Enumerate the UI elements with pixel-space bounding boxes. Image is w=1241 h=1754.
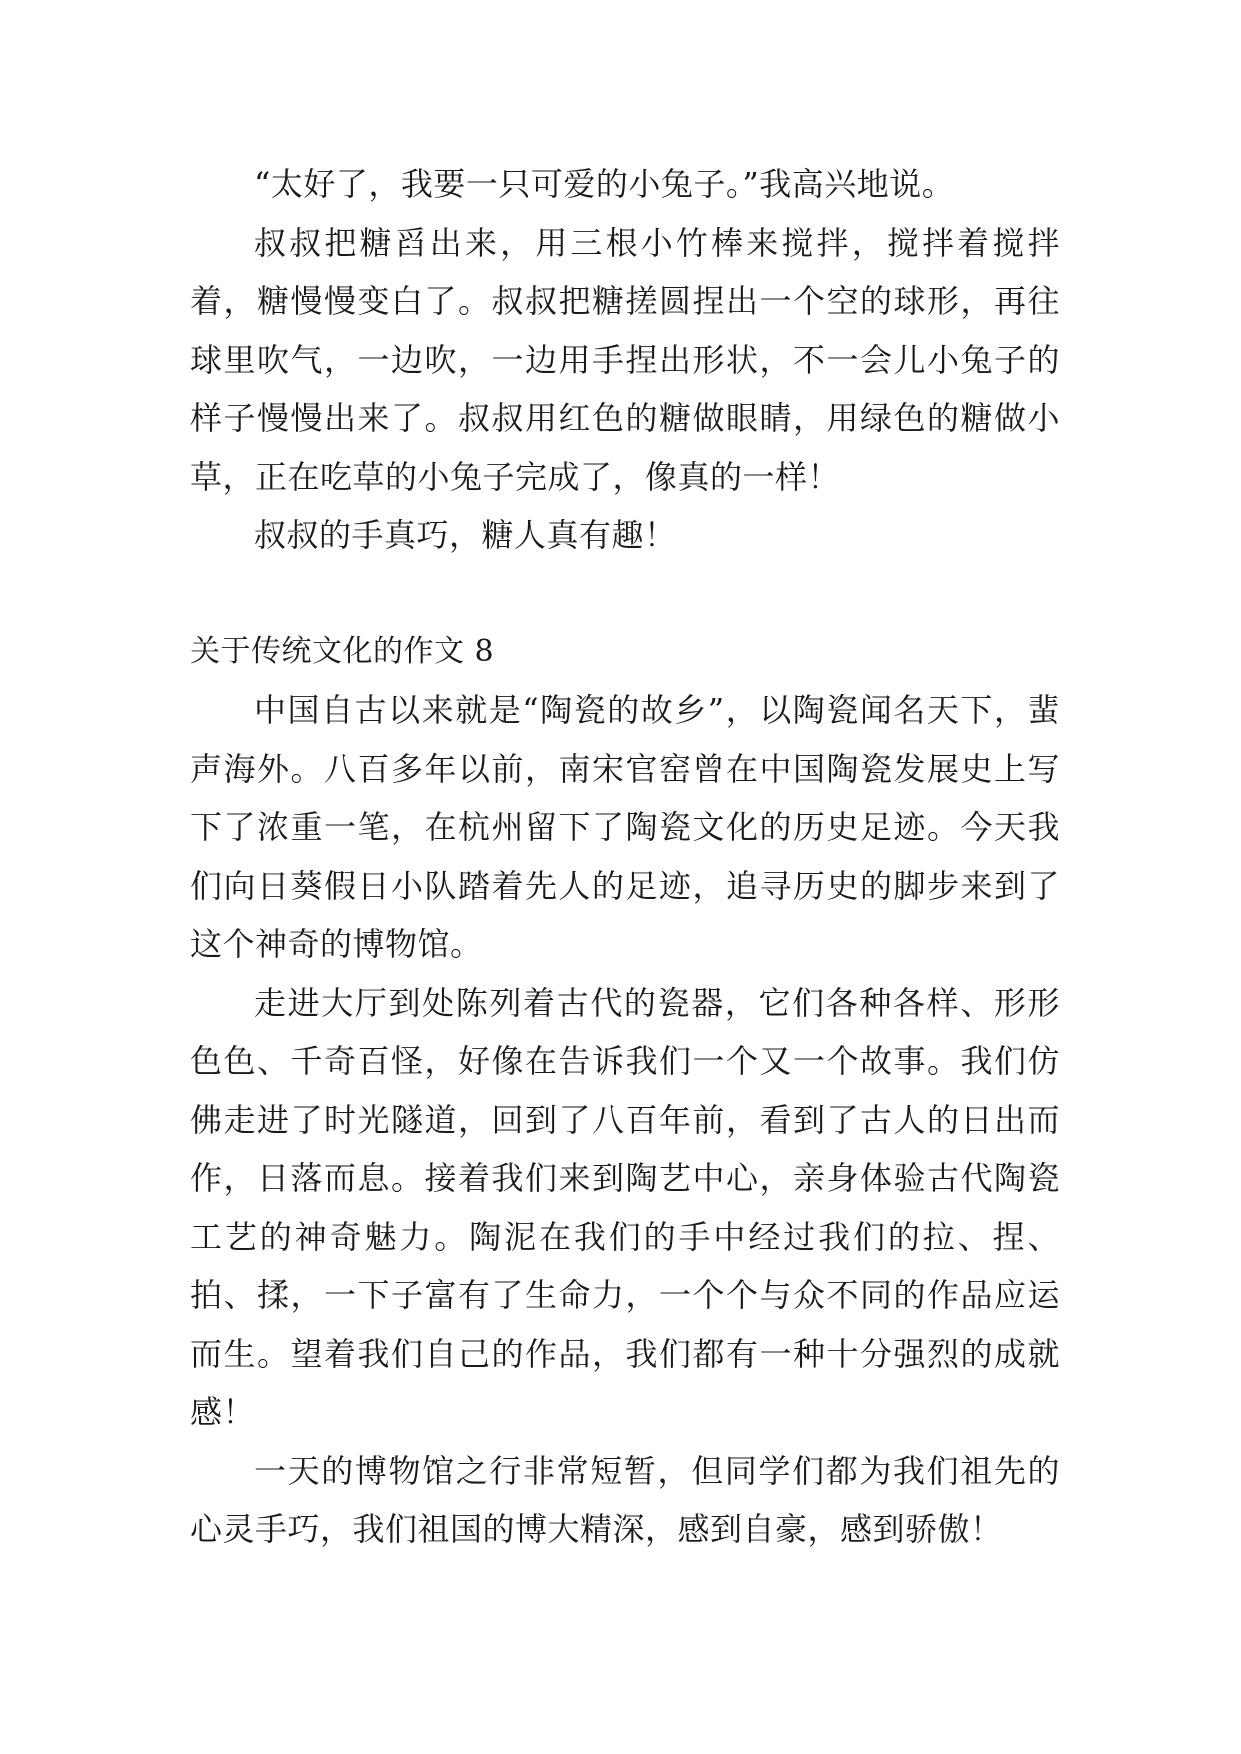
paragraph-conclusion: 叔叔的手真巧，糖人真有趣！: [254, 516, 677, 554]
paragraph-museum-conclusion: 一天的博物馆之行非常短暂，但同学们都为我们祖先的心灵手巧，我们祖国的博大精深，感到自豪，感到骄傲！: [190, 1451, 1060, 1548]
paragraph-porcelain-intro: 中国自古以来就是“陶瓷的故乡”，以陶瓷闻名天下，蜚声海外。八百多年以前，南宋官窑曾在中国陶瓷发展史上写下了浓重一笔，在杭州留下了陶瓷文化的历史足迹。今天我们向日葵假日小队踏着先人的足迹，追寻历史的脚步来到了这个神奇的博物馆。: [190, 691, 1060, 963]
paragraph-museum-hall: 走进大厅到处陈列着古代的瓷器，它们各种各样、形形色色、千奇百怪，好像在告诉我们一个又一个故事。我们仿佛走进了时光隧道，回到了八百年前，看到了古人的日出而作，日落而息。接着我们来到陶艺中心，亲身体验古代陶瓷工艺的神奇魅力。陶泥在我们的手中经过我们的拉、捏、拍、揉，一下子富有了生命力，一个个与众不同的作品应运而生。望着我们自己的作品，我们都有一种十分强烈的成就感！: [190, 983, 1060, 1431]
paragraph-quote: “太好了，我要一只可爱的小兔子。”我高兴地说。: [254, 165, 955, 203]
document-page: [190, 155, 1060, 1559]
paragraph-sugar-making: 叔叔把糖舀出来，用三根小竹棒来搅拌，搅拌着搅拌着，糖慢慢变白了。叔叔把糖搓圆捏出一个空的球形，再往球里吹气，一边吹，一边用手捏出形状，不一会儿小兔子的样子慢慢出来了。叔叔用红色的糖做眼睛，用绿色的糖做小草，正在吃草的小兔子完成了，像真的一样！: [190, 223, 1060, 496]
section-gap: [190, 565, 1060, 623]
essay-heading: 关于传统文化的作文 8: [190, 633, 495, 669]
